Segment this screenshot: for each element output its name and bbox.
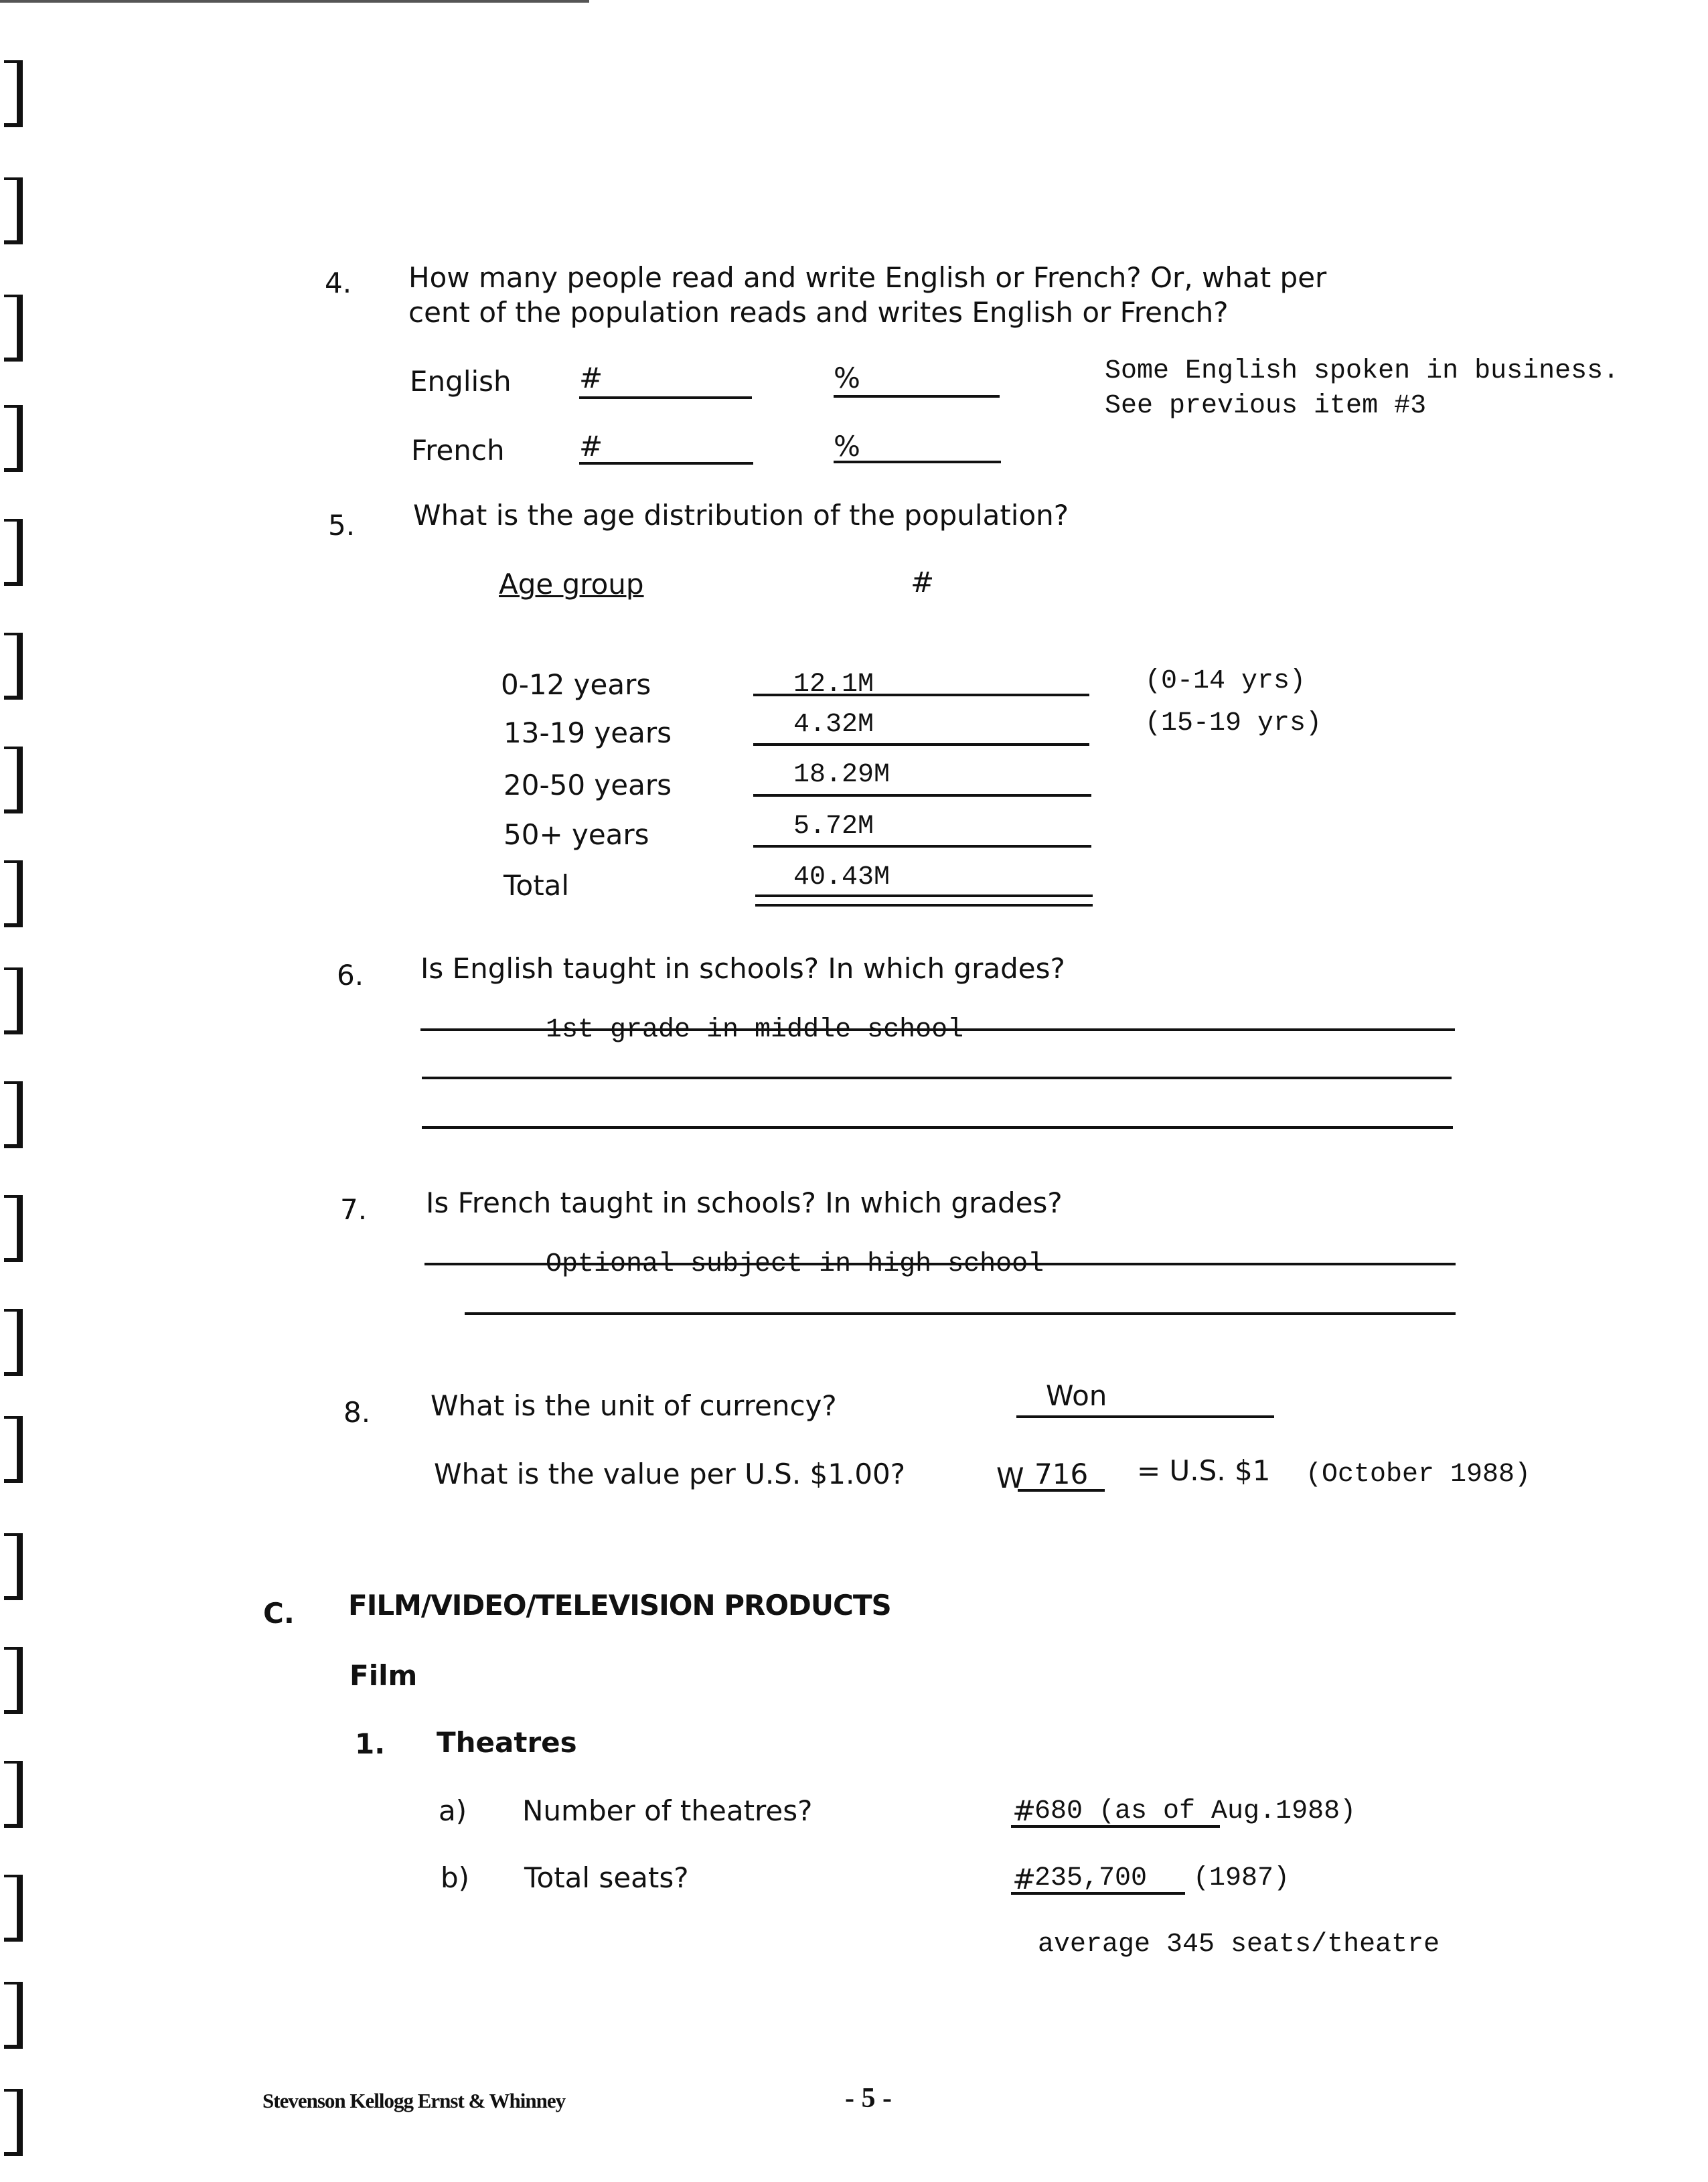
- binder-bracket: [4, 1875, 23, 1942]
- exchange-value: 716: [1034, 1458, 1089, 1490]
- currency-prefix: W: [996, 1462, 1024, 1494]
- age-row-value: 18.29M: [793, 760, 890, 790]
- answer-line: [420, 1028, 1455, 1031]
- french-label: French: [411, 434, 505, 467]
- question-text: Is French taught in schools? In which grades?: [426, 1186, 1063, 1219]
- question-number: 5.: [328, 509, 356, 542]
- english-percent-field: [834, 395, 1000, 398]
- question-text: What is the age distribution of the population?: [413, 499, 1069, 532]
- exchange-question: What is the value per U.S. $1.00?: [434, 1458, 906, 1490]
- binder-bracket: [4, 1416, 23, 1483]
- question-number: 8.: [343, 1396, 371, 1429]
- currency-answer: Won: [1046, 1379, 1107, 1412]
- binder-bracket: [4, 1533, 23, 1600]
- age-row-value: 5.72M: [793, 811, 874, 842]
- binder-bracket: [4, 633, 23, 700]
- english-note-line1: Some English spoken in business.: [1105, 356, 1620, 386]
- binder-bracket: [4, 177, 23, 244]
- question-text: Is English taught in schools? In which grades?: [420, 952, 1065, 985]
- age-row-note: (15-19 yrs): [1145, 708, 1322, 738]
- age-row-line: [753, 743, 1089, 746]
- question-number: 4.: [325, 266, 352, 299]
- answer-prefix: #: [1012, 1794, 1036, 1827]
- seats-answer: 235,700: [1034, 1863, 1148, 1893]
- binder-bracket: [4, 747, 23, 813]
- binder-bracket: [4, 60, 23, 127]
- count-symbol: #: [579, 430, 603, 463]
- exchange-value-line: [1018, 1489, 1105, 1492]
- age-row-label: 50+ years: [503, 818, 649, 851]
- age-row-label: 20-50 years: [503, 769, 672, 801]
- subsection-title: Film: [350, 1659, 418, 1692]
- age-row-value: 4.32M: [793, 710, 874, 740]
- answer-line: [424, 1263, 1456, 1265]
- english-note-line2: See previous item #3: [1105, 391, 1427, 421]
- answer-text: 1st grade in middle school: [546, 1015, 964, 1045]
- age-total-label: Total: [503, 869, 570, 902]
- average-seats-note: average 345 seats/theatre: [1038, 1930, 1440, 1960]
- answer-line: [422, 1126, 1453, 1129]
- question-number: 6.: [337, 959, 364, 992]
- percent-symbol: %: [834, 362, 860, 394]
- age-group-header: Age group: [499, 568, 644, 601]
- binder-bracket: [4, 1761, 23, 1828]
- section-letter: C.: [263, 1597, 295, 1630]
- age-row-label: 0-12 years: [501, 668, 651, 701]
- answer-prefix: #: [1012, 1863, 1036, 1895]
- binder-bracket: [4, 1309, 23, 1376]
- answer-line: [422, 1077, 1452, 1079]
- binder-bracket: [4, 1647, 23, 1714]
- french-percent-field: [834, 461, 1001, 463]
- section-title: FILM/VIDEO/TELEVISION PRODUCTS: [348, 1589, 891, 1622]
- question-text-line1: How many people read and write English or French? Or, what per: [408, 261, 1327, 294]
- binder-bracket: [4, 519, 23, 586]
- item-number: 1.: [355, 1727, 386, 1760]
- age-row-line: [753, 694, 1089, 696]
- binder-bracket: [4, 967, 23, 1034]
- count-header: #: [911, 566, 935, 599]
- binder-bracket: [4, 1081, 23, 1148]
- answer-line: [465, 1312, 1456, 1315]
- binder-bracket: [4, 295, 23, 362]
- binder-bracket: [4, 1982, 23, 2049]
- age-total-double-line: [755, 894, 1093, 907]
- question-number: 7.: [340, 1193, 368, 1226]
- question-text: What is the unit of currency?: [431, 1389, 837, 1422]
- binder-bracket: [4, 2089, 23, 2156]
- english-count-field: [579, 396, 752, 399]
- count-symbol: #: [579, 362, 603, 394]
- firm-name: Stevenson Kellogg Ernst & Whinney: [262, 2089, 566, 2112]
- age-row-line: [753, 845, 1091, 848]
- sub-item-text: Number of theatres?: [522, 1794, 813, 1827]
- age-total-value: 40.43M: [793, 862, 890, 892]
- item-title: Theatres: [437, 1726, 577, 1759]
- sub-item-text: Total seats?: [524, 1861, 689, 1894]
- scan-top-edge: [0, 0, 589, 3]
- english-label: English: [410, 365, 512, 398]
- question-text-line2: cent of the population reads and writes English or French?: [408, 296, 1229, 329]
- seats-answer-line: [1011, 1892, 1185, 1895]
- exchange-equals: = U.S. $1: [1137, 1454, 1271, 1487]
- theatres-answer-line: [1011, 1825, 1220, 1828]
- theatres-answer: 680 (as of Aug.1988): [1034, 1796, 1356, 1826]
- binder-bracket: [4, 860, 23, 927]
- french-count-field: [579, 462, 753, 465]
- page-number: - 5 -: [845, 2083, 892, 2114]
- age-row-value: 12.1M: [793, 670, 874, 700]
- currency-answer-line: [1016, 1415, 1274, 1418]
- seats-year: (1987): [1193, 1863, 1290, 1893]
- age-row-line: [753, 794, 1091, 797]
- binder-bracket: [4, 1195, 23, 1262]
- sub-item-label: a): [439, 1794, 467, 1827]
- exchange-date: (October 1988): [1306, 1460, 1531, 1490]
- age-row-note: (0-14 yrs): [1145, 666, 1306, 696]
- binder-bracket: [4, 405, 23, 472]
- sub-item-label: b): [441, 1861, 470, 1894]
- answer-text: Optional subject in high school: [546, 1249, 1044, 1279]
- percent-symbol: %: [834, 430, 860, 463]
- age-row-label: 13-19 years: [503, 716, 672, 749]
